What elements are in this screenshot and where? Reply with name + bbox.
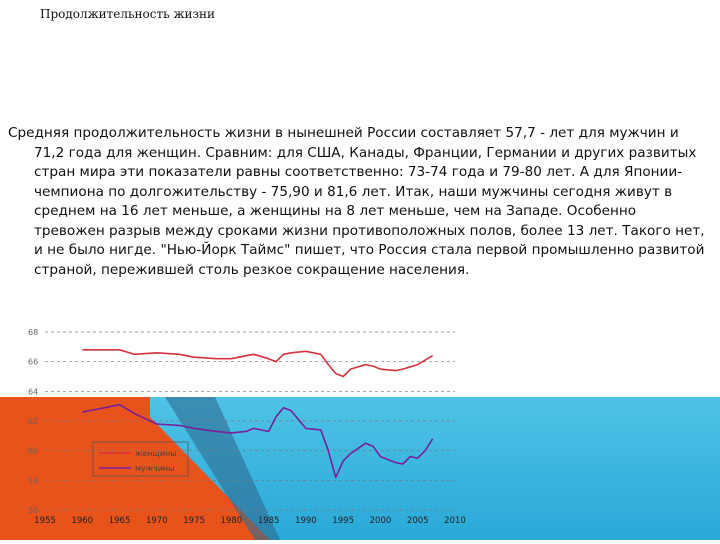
y-tick-label: 58 <box>28 476 39 486</box>
y-tick-label: 64 <box>28 387 39 397</box>
y-tick-label: 66 <box>28 357 39 367</box>
x-tick-label: 1990 <box>295 516 317 526</box>
slide-title: Продолжительность жизни <box>40 7 216 21</box>
x-tick-label: 2010 <box>444 516 466 526</box>
y-tick-label: 68 <box>28 328 39 337</box>
legend-label: женщины <box>135 449 177 458</box>
x-tick-label: 1975 <box>183 516 205 526</box>
legend-label: мужчины <box>135 464 175 473</box>
y-tick-label: 60 <box>28 446 39 456</box>
life-expectancy-chart <box>0 320 720 540</box>
x-tick-label: 1980 <box>220 516 243 526</box>
x-tick-label: 1970 <box>145 516 168 526</box>
y-tick-label: 62 <box>28 417 39 426</box>
x-tick-label: 1960 <box>71 516 94 526</box>
x-tick-label: 1985 <box>257 516 280 526</box>
series-line-women <box>82 350 432 377</box>
x-tick-label: 1955 <box>34 516 56 526</box>
slide-paragraph: Средняя продолжительность жизни в нынешней России составляет 57,7 - лет для мужчин и 71,2 года для женщин. Сравним: для США, Канады, Франции, Германии и других развитых стран мира эти показатели равны соответственно: 73-74 года и 79-80 лет. А для Японии-чемпиона по долгожительству - 75,90 и 81,6 лет. Итак, наши мужчины сегодня живут в среднем на 16 лет меньше, а женщины на 8 лет меньше, чем на Западе. Особенно тревожен разрыв между сроками жизни противоположных полов, более 13 лет. Такого нет, и не было нигде. "Нью-Йорк Таймс" пишет, что Россия стала первой промышленно развитой страной, пережившей столь резкое сокращение населения. <box>8 125 705 278</box>
chart-svg <box>0 320 720 540</box>
x-tick-label: 2000 <box>369 516 392 526</box>
x-tick-label: 1995 <box>332 516 355 526</box>
x-tick-label: 2005 <box>406 516 429 526</box>
y-tick-label: 56 <box>28 506 39 515</box>
x-tick-label: 1965 <box>108 516 131 526</box>
